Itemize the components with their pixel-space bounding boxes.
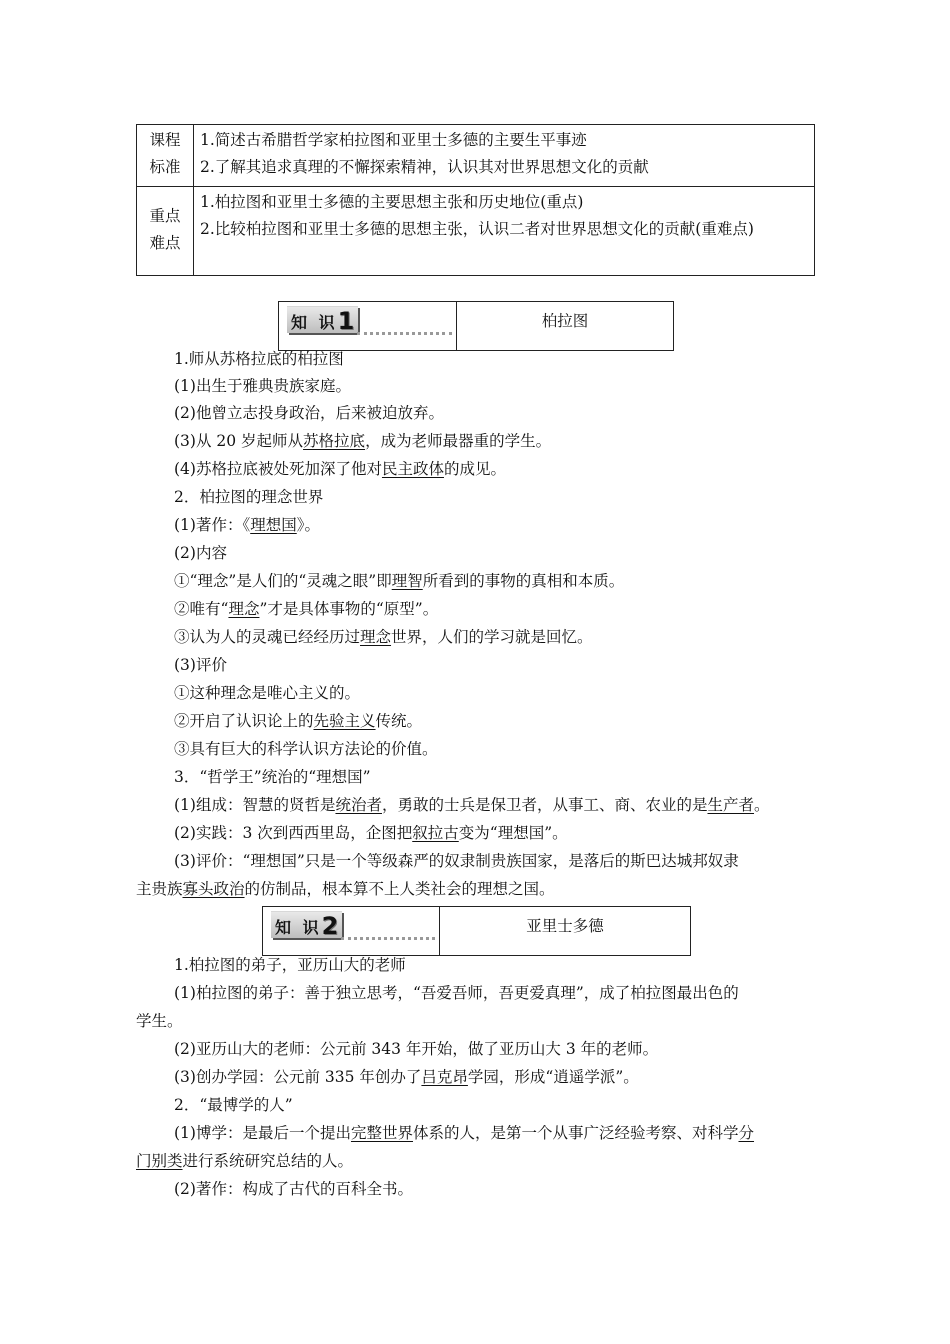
paragraph: (3)创办学园：公元前 335 年创办了吕克昂学园，形成“逍遥学派”。 (174, 1068, 639, 1086)
paragraph: (1)著作：《理想国》。 (174, 516, 320, 534)
knowledge-badge-text: 知 识 (275, 918, 322, 937)
focus-label-1: 重点 (149, 207, 181, 225)
heading-1-3: 3．“哲学王”统治的“理想国” (174, 768, 371, 786)
section-header-aristotle (262, 906, 691, 956)
knowledge-badge-number: 2 (321, 912, 339, 940)
paragraph-continuation: 门别类进行系统研究总结的人。 (136, 1152, 354, 1170)
underlined-term: 苏格拉底 (303, 432, 366, 450)
section-header-plato (278, 301, 674, 351)
knowledge-badge-text: 知 识 (291, 313, 338, 332)
section-title: 亚里士多德 (526, 917, 604, 935)
paragraph-continuation: 主贵族寡头政治的仿制品，根本算不上人类社会的理想之国。 (136, 880, 555, 898)
knowledge-badge (271, 911, 342, 938)
standards-label-1: 课程 (149, 131, 181, 149)
paragraph: (1)柏拉图的弟子：善于独立思考，“吾爱吾师，吾更爱真理”，成了柏拉图最出色的 (174, 984, 739, 1002)
focus-item-1: 1.柏拉图和亚里士多德的主要思想主张和历史地位(重点) (200, 193, 584, 211)
focus-label-2: 难点 (149, 234, 181, 252)
paragraph: (3)评价 (174, 656, 227, 674)
standards-item-1: 1.简述古希腊哲学家柏拉图和亚里士多德的主要生平事迹 (200, 131, 587, 149)
paragraph: (3)从 20 岁起师从苏格拉底，成为老师最器重的学生。 (174, 432, 552, 450)
paragraph: (1)博学：是最后一个提出完整世界体系的人，是第一个从事广泛经验考察、对科学分 (174, 1124, 755, 1142)
paragraph: ③认为人的灵魂已经经历过理念世界，人们的学习就是回忆。 (174, 628, 593, 646)
knowledge-badge-number: 1 (337, 307, 355, 335)
paragraph: (3)评价：“理想国”只是一个等级森严的奴隶制贵族国家，是落后的斯巴达城邦奴隶 (174, 852, 739, 870)
paragraph: (4)苏格拉底被处死加深了他对民主政体的成见。 (174, 460, 506, 478)
paragraph-continuation: 学生。 (136, 1012, 183, 1030)
underlined-term: 理念 (228, 600, 260, 618)
underlined-term: 民主政体 (381, 460, 444, 478)
paragraph: ①这种理念是唯心主义的。 (174, 684, 361, 702)
paragraph: ③具有巨大的科学认识方法论的价值。 (174, 740, 438, 758)
paragraph: (2)内容 (174, 544, 227, 562)
underlined-term: 理想国 (250, 516, 297, 534)
course-standards-table (136, 124, 815, 276)
paragraph: (1)组成：智慧的贤哲是统治者，勇敢的士兵是保卫者，从事工、商、农业的是生产者。 (174, 796, 770, 814)
paragraph: (2)亚历山大的老师：公元前 343 年开始，做了亚历山大 3 年的老师。 (174, 1040, 659, 1058)
focus-item-2: 2.比较柏拉图和亚里士多德的思想主张，认识二者对世界思想文化的贡献(重难点) (200, 220, 754, 238)
underlined-term: 叙拉古 (412, 824, 459, 842)
paragraph: ①“理念”是人们的“灵魂之眼”即理智所看到的事物的真相和本质。 (174, 572, 625, 590)
heading-2-2: 2．“最博学的人” (174, 1096, 293, 1114)
focus-label-cell (137, 187, 194, 276)
underlined-term: 理念 (360, 628, 392, 646)
section-badge-area (263, 907, 440, 955)
underlined-term: 统治者 (335, 796, 382, 814)
underlined-term: 门别类 (136, 1152, 183, 1170)
underlined-term: 完整世界 (350, 1124, 413, 1142)
paragraph: (2)著作：构成了古代的百科全书。 (174, 1180, 413, 1198)
heading-1-2: 2．柏拉图的理念世界 (174, 488, 324, 506)
paragraph: (1)出生于雅典贵族家庭。 (174, 377, 351, 395)
focus-content-cell (194, 187, 815, 276)
standards-content-cell (194, 125, 815, 187)
standards-item-2: 2.了解其追求真理的不懈探索精神，认识其对世界思想文化的贡献 (200, 158, 649, 176)
paragraph: (2)他曾立志投身政治，后来被迫放弃。 (174, 404, 444, 422)
underlined-term: 先验主义 (313, 712, 376, 730)
section-title: 柏拉图 (541, 312, 589, 330)
underlined-term: 生产者 (707, 796, 755, 814)
knowledge-badge (287, 306, 358, 333)
paragraph: ②唯有“理念”才是具体事物的“原型”。 (174, 600, 439, 618)
section-badge-area (279, 302, 457, 350)
underlined-term: 理智 (391, 572, 423, 590)
heading-2-1: 1.柏拉图的弟子，亚历山大的老师 (174, 956, 406, 974)
underlined-term: 寡头政治 (182, 880, 245, 898)
badge-dotted-line (341, 937, 435, 940)
paragraph: (2)实践：3 次到西西里岛，企图把叙拉古变为“理想国”。 (174, 824, 568, 842)
standards-label-2: 标准 (149, 158, 181, 176)
paragraph: ②开启了认识论上的先验主义传统。 (174, 712, 423, 730)
heading-1-1: 1.师从苏格拉底的柏拉图 (174, 350, 344, 368)
badge-dotted-line (357, 332, 452, 335)
underlined-term: 分 (738, 1124, 755, 1142)
standards-label-cell (137, 125, 194, 187)
underlined-term: 吕克昂 (421, 1068, 468, 1086)
